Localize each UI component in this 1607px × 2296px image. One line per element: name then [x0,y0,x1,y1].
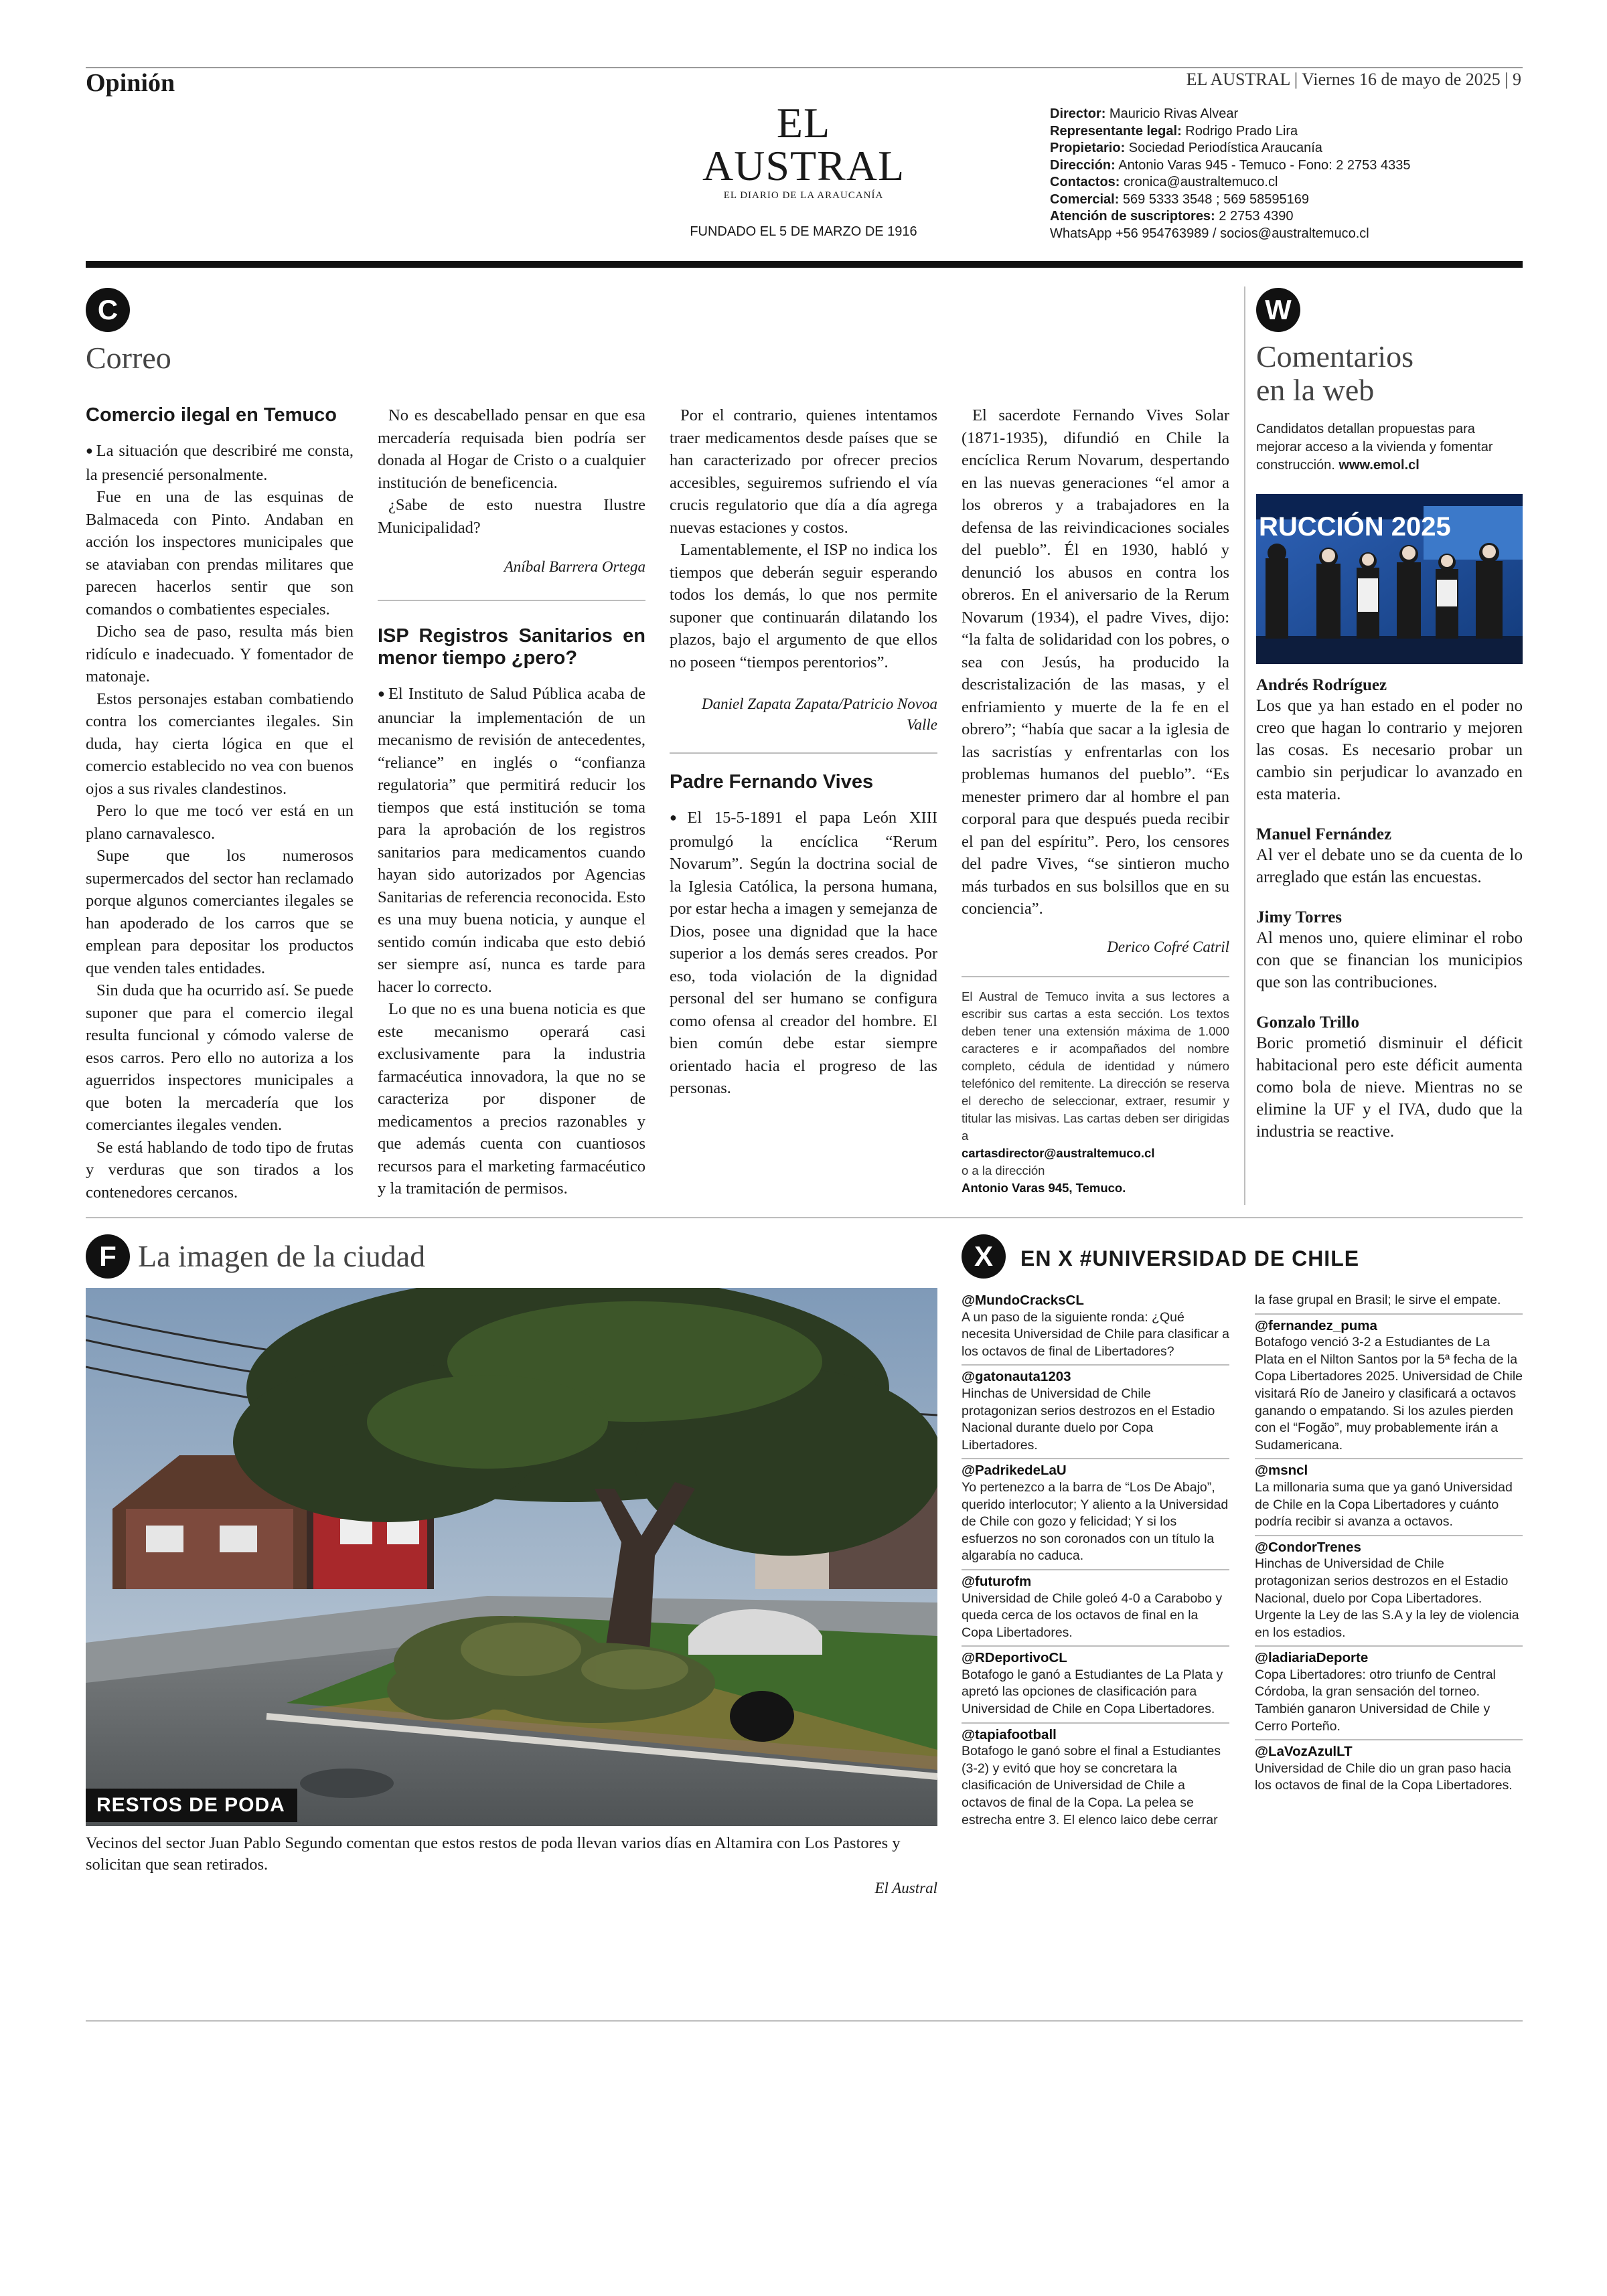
column-divider [1244,286,1245,1205]
staff-line: WhatsApp +56 954763989 / socios@australtemuco.cl [1050,226,1369,241]
letter-paragraph: Sin duda que ha ocurrido así. Se puede suponer que para el comercio ilegal resulta funcional y cómodo valerse de esos carros. Pero ello no autoriza a los aguerridos inspectores municipales a que boten la mercadería que los comerciantes ilegales venden. [86,981,354,1134]
x-handle[interactable]: @gatonauta1203 [962,1369,1071,1385]
photo-tag: RESTOS DE PODA [86,1789,297,1822]
invitation-or: o a la dirección [962,1163,1045,1177]
x-handle[interactable]: @PadrikedeLaU [962,1463,1067,1479]
x-post-text: Yo pertenezco a la barra de “Los De Abajo”, querido interlocutor; Y aliento a la Universidad de Chile con gozo y felicidad; Y si los esfuerzos no son coronados con un título la algarabía no caduca. [962,1479,1229,1564]
x-badge: X [962,1234,1006,1279]
commenter-name: Gonzalo Trillo [1256,1013,1359,1032]
x-handle[interactable]: @CondorTrenes [1255,1539,1361,1555]
letter-paragraph: Estos personajes estaban combatiendo contra los comerciantes ilegales. Sin duda, hay cierta lógica en que el comercio establecido no vea con buenos ojos a sus rivales clandestinos. [86,689,354,798]
invitation-address: Antonio Varas 945, Temuco. [962,1180,1126,1195]
x-post-divider [962,1722,1229,1724]
letter-signature: Daniel Zapata Zapata/Patricio Novoa Valle [701,695,937,733]
masthead-tagline: EL DIARIO DE LA ARAUCANÍA [723,190,884,201]
staff-line: Propietario: Sociedad Periodística Araucanía [1050,141,1322,155]
letter-paragraph: Dicho sea de paso, resulta más bien ridículo e inadecuado. Y fomentador de matonaje. [86,623,354,685]
x-posts-column-1 [962,1292,1229,1829]
web-intro-text: Candidatos detallan propuestas para mejorar acceso a la vivienda y fomentar construcción. [1256,422,1493,473]
x-handle[interactable]: @LaVozAzulLT [1255,1744,1353,1760]
x-handle[interactable]: @fernandez_puma [1255,1317,1377,1333]
comment-text: Boric prometió disminuir el déficit habitacional pero este déficit aumenta como bola de nieve. Mientras no se elimine la UF y el IVA, dudo que la industria se reactive. [1256,1034,1523,1141]
letter-column-4 [962,404,1229,1197]
x-post-divider [962,1645,1229,1647]
photo-caption: Vecinos del sector Juan Pablo Segundo comentan que estos restos de poda llevan varios días en Altamira con Los Pastores y solicitan que sean retirados. [86,1834,901,1874]
comment-text: Al menos uno, quiere eliminar el robo con que se financian los municipios que son las contribuciones. [1256,929,1523,991]
x-post-text: Botafogo venció 3-2 a Estudiantes de La Plata en el Nilton Santos por la 5ª fecha de la Copa Libertadores 2025. Universidad de Chile visitará Río de Janeiro y clasificará a octavos ganando o empatando. Si los azules pierden con el “Fogão”, muy probablemente irán a Sudamericana. [1255,1335,1523,1453]
correo-badge: C [86,288,130,332]
x-post-text: Universidad de Chile dio un gran paso hacia los octavos de final de la Copa Libertadores. [1255,1760,1513,1793]
staff-box [1050,106,1519,242]
x-post-divider [962,1364,1229,1366]
commenter-name: Manuel Fernández [1256,825,1392,843]
comment-text: Al ver el debate uno se da cuenta de lo arreglado que están las encuestas. [1256,846,1523,886]
staff-line: Comercial: 569 5333 3548 ; 569 58595169 [1050,191,1309,207]
letter-divider [670,752,937,754]
commenter-name: Andrés Rodríguez [1256,676,1387,694]
letter-paragraph: No es descabellado pensar en que esa mercadería requisada bien podría ser donada al Hogar de Cristo o a cualquier institución de beneficencia. [378,406,645,492]
web-site-link[interactable]: www.emol.cl [1338,458,1420,473]
letter-signature: Derico Cofré Catril [1107,938,1229,955]
x-post-divider [962,1458,1229,1459]
invitation-email[interactable]: cartasdirector@australtemuco.cl [962,1145,1155,1160]
web-comments [1256,665,1523,1143]
x-handle[interactable]: @msncl [1255,1463,1308,1479]
letter-column-3 [670,404,937,1100]
image-section-title: La imagen de la ciudad [138,1239,426,1273]
x-posts-column-2 [1255,1292,1523,1795]
letter-paragraph: Supe que los numerosos supermercados del sector han reclamado porque algunos comerciantes ilegales se han apoderado de los carros que se emplean para depositar los productos que venden tales entidades. [86,847,354,977]
letters-invitation [962,988,1229,1197]
top-rule [86,67,1523,68]
x-post-divider [962,1569,1229,1570]
letter-title: Comercio ilegal en Temuco [86,404,337,426]
masthead-name: EL AUSTRAL [702,99,905,189]
x-post-text: Universidad de Chile goleó 4-0 a Carabobo y queda cerca de los octavos de final en la Copa Libertadores. [962,1590,1223,1640]
web-photo [1256,494,1523,664]
x-handle[interactable]: @futurofm [962,1573,1032,1589]
x-post-divider [1255,1458,1523,1459]
letter-column-2 [378,404,645,1200]
web-title-line: en la web [1256,373,1375,407]
staff-line: Atención de suscriptores: 2 2753 4390 [1050,209,1294,224]
debate-stage-image [1256,494,1523,664]
web-title-line: Comentarios [1256,339,1414,374]
invitation-text: El Austral de Temuco invita a sus lectores a escribir sus cartas a esta sección. Los textos deben tener una extensión máxima de 1.000 caracteres e ir acompañados del nombre completo, cédula de identidad y número telefónico del remitente. La dirección se reserva el derecho de seleccionar, extraer, resumir y titular las misivas. Las cartas deben ser dirigidas a [962,989,1229,1143]
section-label: Opinión [86,69,175,97]
letter-signature: Aníbal Barrera Ortega [504,558,645,575]
x-handle[interactable]: @ladiariaDeporte [1255,1650,1369,1666]
staff-line: Contactos: cronica@australtemuco.cl [1050,175,1278,189]
bottom-rule [86,2020,1523,2022]
photo-credit: El Austral [874,1880,937,1896]
letter-divider [962,976,1229,977]
masthead [690,99,917,240]
x-section-title: EN X #UNIVERSIDAD DE CHILE [1020,1246,1360,1270]
web-badge: W [1256,288,1300,332]
letter-paragraph: Lamentablemente, el ISP no indica los tiempos que deberán seguir esperando todos los demás, lo que nos permite suponer que continuarán dilatando los plazos, bajo el argumento de que ellos no poseen “tiempos perentorios”. [670,541,937,671]
commenter-name: Jimy Torres [1256,908,1343,926]
founded-line: FUNDADO EL 5 DE MARZO DE 1916 [690,224,917,239]
x-post-text: Copa Libertadores: otro triunfo de Central Córdoba, la gran sensación del torneo. También ganaron Universidad de Chile y Cerro Porteño. [1255,1667,1496,1734]
letter-paragraph: Fue en una de las esquinas de Balmaceda con Pinto. Andaban en acción los inspectores municipales que se ataviaban con prendas militares que parecen hacerlos sentir que son comandos o combatientes especiales. [86,488,354,619]
letter-paragraph: ¿Sabe de esto nuestra Ilustre Municipalidad? [378,496,645,537]
x-post-text: Botafogo le ganó a Estudiantes de La Plata y apretó las opciones de clasificación para Universidad de Chile en Copa Libertadores. [962,1667,1223,1717]
letter-paragraph: Lo que no es una buena noticia es que este mecanismo operará casi exclusivamente para la industria farmacéutica innovadora, la que no se caracteriza por disponer de medicamentos a precios razonables y que además cuenta con cuantiosos recursos para el marketing farmacéutico y la tramitación de permisos. [378,1000,645,1198]
image-section-badge: F [86,1234,130,1279]
x-post-text: A un paso de la siguiente ronda: ¿Qué necesita Universidad de Chile para clasificar a los octavos de final de Libertadores? [962,1309,1229,1359]
letter-title: ISP Registros Sanitarios en menor tiempo ¿pero? [378,625,645,669]
letter-paragraph: El sacerdote Fernando Vives Solar (1871-1935), difundió en Chile la encíclica Rerum Novarum, despertando en las nuevas generaciones “el amor a los obreros y a trabajadores en la defensa de las reivindicaciones sociales del pueblo”. Él en 1930, habló y denunció los abusos en contra los obreros. En el aniversario de la Rerum Novarum (1934), el padre Vives, dijo: “la falta de solidaridad con los pobres, o sea con Jesús, ha producido la descristalización de las masas, y el enfriamiento y muerte de la fe en el obrero”; “había que sacar a la iglesia de las sacristías y enfrentarlas con los problemas humanos del pueblo”. “Es menester primero dar al hombre el pan corporal para que después pueda recibir el pan del espíritu”. Pero, los censores del padre Vives, “se sintieron mucho más turbados en sus bolsillos que en su conciencia”. [962,406,1229,918]
staff-line: Director: Mauricio Rivas Alvear [1050,106,1239,121]
letter-paragraph: ● La situación que describiré me consta, la presencié personalmente. [86,440,354,486]
letter-paragraph: Pero lo que me tocó ver está en un plano carnavalesco. [86,802,354,843]
x-post-text: Botafogo le ganó sobre el final a Estudiantes (3-2) y evitó que hoy se concretara la clasificación de Universidad de Chile a octavos de final de la Copa. La pelea se estrecha entre 3. El elenco laico debe cerrar [962,1744,1221,1827]
x-handle[interactable]: @MundoCracksCL [962,1293,1084,1308]
web-title [1256,340,1413,407]
pruning-debris-image [86,1288,937,1826]
x-post-divider [1255,1645,1523,1647]
stage-banner-text: RUCCIÓN 2025 [1259,512,1451,542]
letter-divider [378,600,645,601]
letter-paragraph: ● El 15-5-1891 el papa León XIII promulgó la encíclica “Rerum Novarum”. Según la doctrina social de la Iglesia Católica, la persona humana, por estar hecha a imagen y semejanza de Dios, posee una dignidad que la hace superior a los demás seres creados. Por eso, toda violación de la dignidad personal del ser humano se configura como ofensa al creador del hombre. El bien común debe estar siempre orientado hacia el progreso de las personas. [670,807,937,1100]
letter-column-1 [86,404,354,1204]
x-post-text: La millonaria suma que ya ganó Universidad de Chile en la Copa Libertadores y cuánto podría recibir si avanza a octavos. [1255,1479,1513,1530]
staff-line: Representante legal: Rodrigo Prado Lira [1050,123,1298,139]
x-post-text: Hinchas de Universidad de Chile protagonizan serios destrozos en el Estadio Nacional durante duelo por Copa Libertadores. [962,1386,1215,1453]
x-post-divider [1255,1313,1523,1315]
letter-paragraph: Por el contrario, quienes intentamos traer medicamentos desde países que se han caracterizado por ofrecer precios accesibles, seguiremos sufriendo el vía crucis regulatorio que día a día agrega nuevas estaciones y costos. [670,406,937,537]
x-handle[interactable]: @tapiafootball [962,1726,1057,1742]
section-rule [86,1217,1523,1218]
x-post-divider [1255,1739,1523,1740]
x-post-text: Hinchas de Universidad de Chile protagonizan serios destrozos en el Estadio Nacional, duelo por Copa Libertadores. Urgente la Ley de las S.A y la ley de violencia en los estadios. [1255,1556,1519,1640]
dateline: EL AUSTRAL | Viernes 16 de mayo de 2025 | 9 [1186,70,1521,89]
comment-text: Los que ya han estado en el poder no creo que hagan lo contrario y mejoren las cosas. Es necesario probar un cambio sin perjudicar lo avanzado en esta materia. [1256,697,1523,803]
x-post-text: la fase grupal en Brasil; le sirve el empate. [1255,1293,1501,1307]
web-intro [1256,420,1524,475]
x-handle[interactable]: @RDeportivoCL [962,1650,1067,1666]
city-photo [86,1288,937,1826]
header-thick-rule [86,261,1523,268]
staff-line: Dirección: Antonio Varas 945 - Temuco - Fono: 2 2753 4335 [1050,157,1411,173]
letter-paragraph: Se está hablando de todo tipo de frutas y verduras que son tirados a los contenedores cercanos. [86,1138,354,1202]
x-post-divider [1255,1535,1523,1536]
letter-title: Padre Fernando Vives [670,771,874,793]
correo-title: Correo [86,341,171,375]
letter-paragraph: ● El Instituto de Salud Pública acaba de anunciar la implementación de un mecanismo de revisión de antecedentes, “reliance” en inglés o “confianza regulatoria” que permitirá reducir los tiempos que está institución se toma para la aprobación de los registros sanitarios para medicamentos cuando hayan sido autorizados por Agencias Sanitarias de referencia reconocida. Esto es una muy buena noticia, y aunque el sentido común indicaba que esto debió ser siempre así, nunca es tarde para hacer lo correcto. [378,683,645,998]
